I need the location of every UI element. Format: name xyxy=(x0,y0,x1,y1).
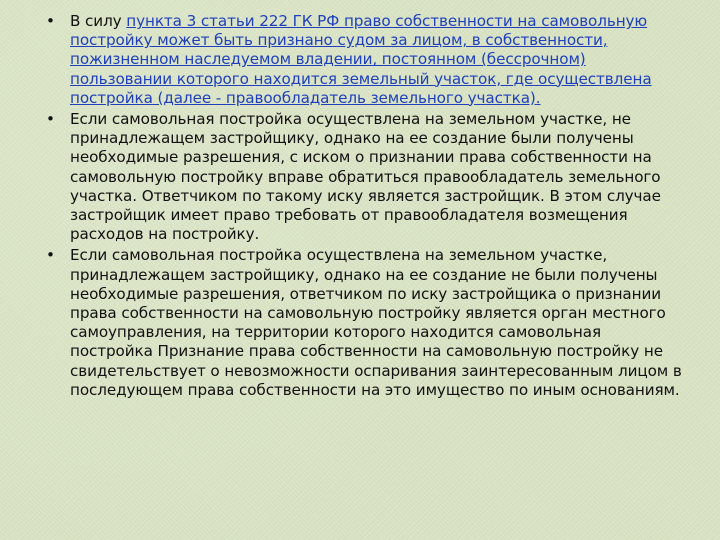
bullet-text: Если самовольная постройка осуществлена на земельном участке, не принадлежащем застройщику, однако на ее создание были получены необходимые разрешения, с иском о признании права собственности на самовольную постройку вправе обратиться правообладатель земельного участка. Ответчиком по такому иску является застройщик. В этом случае застройщик имеет право требовать от правообладателя возмещения расходов на постройку. xyxy=(70,110,661,244)
bullet-icon: • xyxy=(46,110,55,129)
bullet-text: Если самовольная постройка осуществлена на земельном участке, принадлежащем застройщику, однако на ее создание не были получены необходимые разрешения, ответчиком по иску застройщика о признании права собственности на самовольную постройку является орган местного самоуправления, на территории которого находится самовольная постройка Признание права собственности на самовольную постройку не свидетельствует о невозможности оспаривания заинтересованным лицом в последующем права собственности на это имущество по иным основаниям. xyxy=(70,246,682,399)
bullet-item-2 xyxy=(44,110,684,244)
law-article-link[interactable]: пункта 3 статьи 222 ГК РФ право собственности на самовольную постройку может быть признано судом за лицом, в собственности, пожизненном наследуемом владении, постоянном (бессрочном) пользовании которого находится земельный участок, где осуществлена постройка (далее - правообладатель земельного участка). xyxy=(70,12,652,107)
bullet-item-1 xyxy=(44,12,684,108)
bullet-prefix-text: В силу xyxy=(70,12,127,30)
bullet-icon: • xyxy=(46,12,55,30)
bullet-icon: • xyxy=(46,246,55,265)
bullet-item-3 xyxy=(44,246,684,400)
bullet-list xyxy=(44,12,684,402)
